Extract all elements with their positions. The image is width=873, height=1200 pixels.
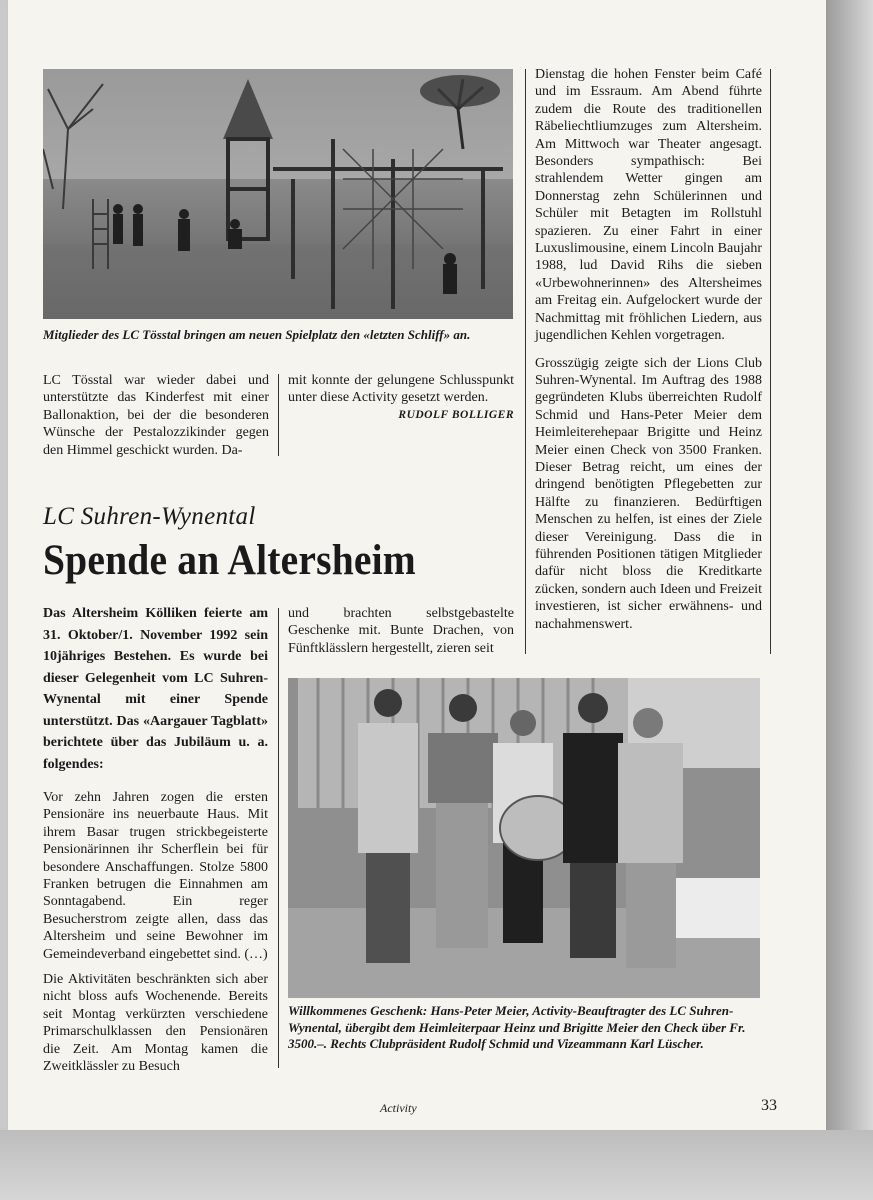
article-lead: Das Altersheim Kölliken feierte am 31. Oktober/1. November 1992 sein 10jähriges Bestehen. Es wurde bei dieser Gelegenheit vom LC Suhren-Wynental mit einer Spende unterstützt. Das «Aargauer Tagblatt» berichtete über das Jubiläum u. a. folgendes: [43,606,268,772]
article-kicker: LC Suhren-Wynental [43,503,256,530]
footer-section-label: Activity [380,1101,417,1115]
story1-column2: mit konnte der gelungene Schlusspunkt unter diese Activity gesetzt werden. [288,373,514,406]
playground-photo [43,69,513,319]
column-rule [770,69,771,654]
playground-image [43,69,513,319]
article-column2: und brachten selbstgebastelte Geschenke mit. Bunte Drachen, von Fünftklässlern hergestellt, zieren seit [288,606,514,656]
article-paragraph-1: Vor zehn Jahren zogen die ersten Pensionäre ins neuerbaute Haus. Mit ihrem Basar trugen strickbegeisterte Pensionärinnen ihr Scherflein bei für besondere Anschaffungen. Stolze 5800 Franken betrugen die Einnahmen am Sonntagabend. Ein reger Besucherstrom zeigte allen, dass das Altersheim und seine Bewohner im Gemeindeverband eingebettet sind. (…) [43,790,268,962]
photo-caption-playground: Mitglieder des LC Tösstal bringen am neuen Spielplatz den «letzten Schliff» an. [43,327,471,342]
article-headline: Spende an Altersheim [43,537,416,584]
page-number: 33 [761,1097,777,1114]
column-rule [525,69,526,654]
right-column-paragraph-1: Dienstag die hohen Fenster beim Café und im Essraum. Am Abend führte zudem die Route des traditionellen Räbeliechtliumzuges zum Altersheim. Am Mittwoch war Theater angesagt. Besonders sympathisch: Bei strahlendem Wetter gingen am Donnerstag zehn Schülerinnen und Schüler mit Betagten im Rollstuhl spazieren. Zu einer Fahrt in einer Luxuslimousine, einem Lincoln Baujahr 1988, lud David Rihs die sieben «Urbewohnerinnen» des Altersheimes am Freitag ein. Aufgelockert wurde der Nachmittag mit fröhlichen Liedern, aus jugendlichen Kehlen vorgetragen. [535,67,762,344]
scan-background [0,1130,873,1200]
byline: RUDOLF BOLLIGER [398,408,514,421]
photo-caption-check: Willkommenes Geschenk: Hans-Peter Meier, Activity-Beauftragter des LC Suhren-Wynental, übergibt dem Heimleiterpaar Heinz und Brigitte Meier den Check über Fr. 3500.–. Rechts Clubpräsident Rudolf Schmid und Vizeammann Karl Lüscher. [288,1003,746,1051]
check-handover-image [288,678,760,998]
check-handover-photo [288,678,760,998]
right-column-paragraph-2: Grosszügig zeigte sich der Lions Club Suhren-Wynental. Im Auftrag des 1988 gegründeten Klubs überreichten Rudolf Schmid und Hans-Peter Meier dem Heimleiterehepaar Brigitte und Heinz Meier einen Check von 3500 Franken. Dieser Betrag reicht, um eines der dringend benötigten Pflegebetten zur Hälfte zu finanzieren. Bedürftigen Menschen zu helfen, ist eines der Ziele dieser Vereinigung. Dass die in führenden Positionen tätigen Mitglieder dafür nicht bloss die Kreditkarte zücken, sondern auch Ideen und Freizeit investieren, ist sicher erwähnens- und nachahmenswert. [535,355,762,632]
column-rule [278,374,279,456]
story1-column1: LC Tösstal war wieder dabei und unterstützte das Kinderfest mit einer Ballonaktion, bei der die besonderen Wünsche der Pestalozzikinder gegen den Himmel geschickt wurden. Da- [43,373,269,458]
article-paragraph-2: Die Aktivitäten beschränkten sich aber nicht bloss aufs Wochenende. Bereits seit Montag verkürzten verschiedene Primarschulklassen den Pensionären die Zeit. Am Montag kamen die Zweitklässler zu Besuch [43,972,268,1075]
page-edge-shadow [826,0,873,1130]
column-rule [278,608,279,1068]
